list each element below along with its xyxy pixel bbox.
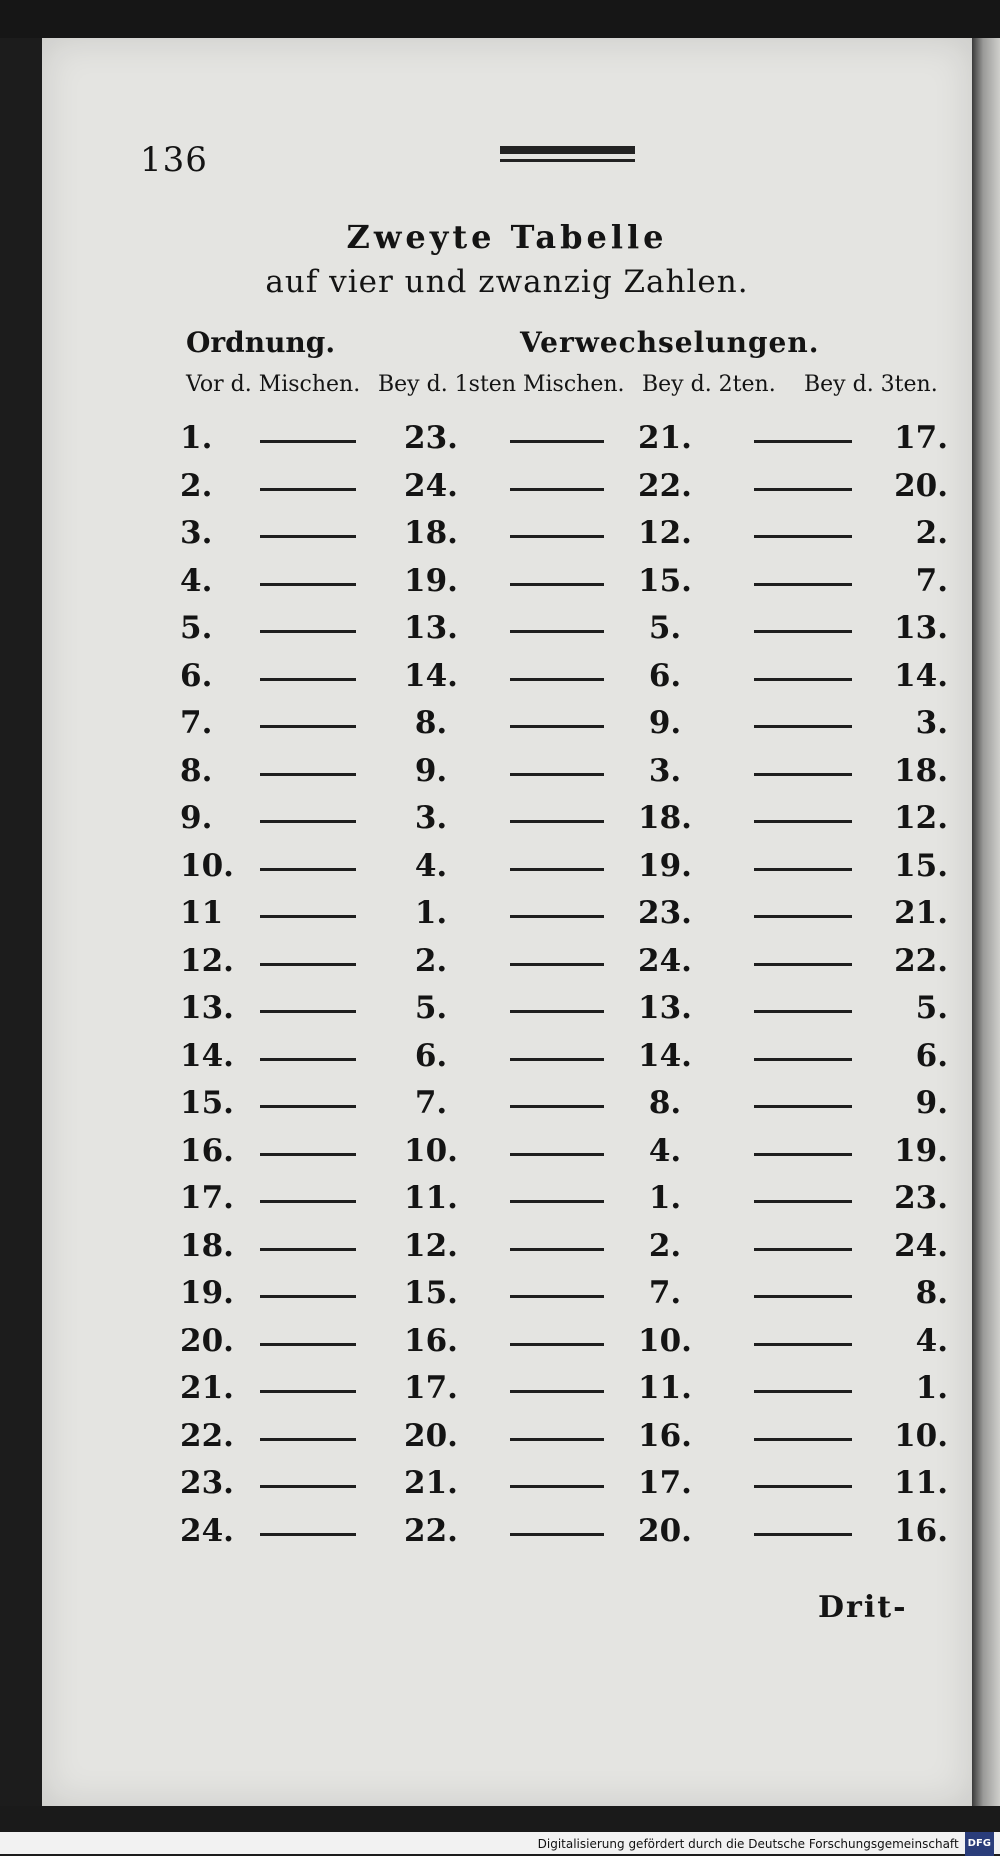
dash-rule: [510, 1485, 604, 1488]
dash-rule: [260, 535, 356, 538]
dash-rule: [510, 440, 604, 443]
table-cell-col3: 12.: [894, 800, 948, 836]
subheading-before-shuffle: Vor d. Mischen.: [186, 372, 361, 397]
table-cell-col3: 15.: [894, 847, 948, 884]
dash-rule: [260, 1485, 356, 1488]
table-cell-col1: 1.: [414, 895, 448, 931]
table-cell-col3: 8.: [915, 1275, 948, 1311]
table-row: [180, 1459, 950, 1507]
dash-rule: [510, 915, 604, 918]
table-cell-col0: 12.: [180, 942, 234, 979]
dash-rule: [260, 963, 356, 966]
table-cell-col2: 24.: [638, 942, 692, 979]
table-cell-col0: 14.: [180, 1037, 234, 1074]
table-cell-col1: 20.: [404, 1417, 458, 1454]
table-cell-col3: 4.: [915, 1322, 948, 1359]
dash-rule: [510, 1533, 604, 1536]
table-row: [180, 1222, 950, 1270]
table-row: [180, 1317, 950, 1365]
table-cell-col3: 23.: [894, 1180, 948, 1216]
table-cell-col2: 17.: [638, 1465, 692, 1501]
table-cell-col0: 20.: [180, 1322, 234, 1359]
table-cell-col3: 5.: [915, 990, 948, 1026]
dash-rule: [754, 1533, 852, 1536]
dash-rule: [754, 1105, 852, 1108]
table-cell-col3: 21.: [894, 895, 948, 931]
table-row: [180, 842, 950, 890]
table-cell-col0: 16.: [180, 1132, 234, 1169]
dash-rule: [260, 678, 356, 681]
catchword: Drit-: [818, 1590, 908, 1625]
table-row: [180, 1174, 950, 1222]
dash-rule: [260, 583, 356, 586]
subheading-third-shuffle: Bey d. 3ten.: [804, 372, 938, 397]
table-cell-col3: 24.: [894, 1227, 948, 1264]
table-cell-col1: 15.: [404, 1275, 458, 1311]
table-cell-col0: 7.: [180, 705, 213, 741]
table-cell-col2: 22.: [638, 467, 692, 504]
table-cell-col1: 14.: [404, 657, 458, 694]
digitization-footer: [0, 1832, 1000, 1854]
dash-rule: [754, 1248, 852, 1251]
table-cell-col1: 3.: [414, 800, 448, 836]
table-row: [180, 1032, 950, 1080]
table-row: [180, 889, 950, 937]
table-cell-col2: 7.: [648, 1275, 682, 1311]
table-cell-col3: 16.: [894, 1512, 948, 1549]
table-cell-col0: 24.: [180, 1512, 234, 1549]
table-cell-col2: 9.: [648, 705, 682, 741]
dash-rule: [754, 583, 852, 586]
table-cell-col0: 13.: [180, 990, 234, 1026]
table-cell-col2: 1.: [648, 1180, 682, 1216]
dash-rule: [510, 1200, 604, 1203]
header-rule: [500, 146, 635, 162]
table-subtitle: auf vier und zwanzig Zahlen.: [265, 264, 749, 300]
table-cell-col0: 23.: [180, 1465, 234, 1501]
table-cell-col2: 10.: [638, 1322, 692, 1359]
dash-rule: [510, 868, 604, 871]
table-cell-col3: 19.: [894, 1132, 948, 1169]
table-cell-col2: 16.: [638, 1417, 692, 1454]
dash-rule: [754, 915, 852, 918]
table-cell-col0: 2.: [180, 467, 213, 504]
table-row: [180, 509, 950, 557]
table-cell-col2: 5.: [648, 610, 682, 646]
table-cell-col3: 22.: [894, 942, 948, 979]
table-cell-col2: 19.: [638, 847, 692, 884]
table-cell-col0: 10.: [180, 847, 234, 884]
dash-rule: [260, 868, 356, 871]
dash-rule: [260, 1248, 356, 1251]
dash-rule: [510, 1248, 604, 1251]
table-cell-col3: 2.: [915, 515, 948, 551]
dash-rule: [260, 630, 356, 633]
table-cell-col0: 17.: [180, 1180, 234, 1216]
table-cell-col2: 3.: [648, 752, 682, 789]
dash-rule: [510, 1438, 604, 1441]
table-row: [180, 1127, 950, 1175]
dash-rule: [510, 630, 604, 633]
table-cell-col2: 18.: [638, 800, 692, 836]
table-cell-col1: 13.: [404, 610, 458, 646]
dash-rule: [260, 1058, 356, 1061]
table-cell-col2: 13.: [638, 990, 692, 1026]
table-cell-col3: 10.: [894, 1417, 948, 1454]
table-cell-col3: 18.: [894, 752, 948, 789]
dash-rule: [510, 1153, 604, 1156]
dash-rule: [754, 440, 852, 443]
footer-credit: Digitalisierung gefördert durch die Deutsche Forschungsgemeinschaft: [537, 1836, 959, 1851]
table-row: [180, 937, 950, 985]
table-cell-col3: 7.: [915, 562, 948, 599]
dash-rule: [754, 725, 852, 728]
table-cell-col1: 4.: [414, 847, 448, 884]
table-row: [180, 699, 950, 747]
table-row: [180, 1507, 950, 1555]
dash-rule: [260, 488, 356, 491]
dash-rule: [754, 820, 852, 823]
dash-rule: [754, 963, 852, 966]
table-cell-col1: 24.: [404, 467, 458, 504]
table-cell-col0: 11: [180, 895, 224, 931]
header-rule-thick: [500, 146, 635, 154]
table-row: [180, 1269, 950, 1317]
table-cell-col1: 9.: [414, 752, 448, 789]
table-cell-col0: 15.: [180, 1085, 234, 1121]
table-cell-col0: 1.: [180, 420, 213, 456]
dash-rule: [260, 820, 356, 823]
dash-rule: [510, 773, 604, 776]
dash-rule: [510, 583, 604, 586]
table-cell-col2: 4.: [648, 1132, 682, 1169]
table-row: [180, 747, 950, 795]
table-cell-col2: 2.: [648, 1227, 682, 1264]
table-cell-col0: 22.: [180, 1417, 234, 1454]
table-cell-col3: 1.: [915, 1370, 948, 1406]
table-cell-col1: 18.: [404, 515, 458, 551]
table-cell-col0: 21.: [180, 1370, 234, 1406]
dash-rule: [510, 678, 604, 681]
table-cell-col0: 8.: [180, 752, 213, 789]
column-heading-order: Ordnung.: [186, 326, 336, 359]
dash-rule: [260, 1010, 356, 1013]
table-title: Zweyte Tabelle: [346, 218, 668, 256]
dash-rule: [260, 1295, 356, 1298]
dash-rule: [754, 535, 852, 538]
table-cell-col1: 22.: [404, 1512, 458, 1549]
page-number: 136: [140, 140, 208, 180]
table-cell-col3: 17.: [894, 420, 948, 456]
table-row: [180, 794, 950, 842]
table-cell-col1: 6.: [414, 1037, 448, 1074]
subheading-first-shuffle: Bey d. 1sten Mischen.: [378, 372, 625, 397]
table-row: [180, 462, 950, 510]
table-row: [180, 1412, 950, 1460]
dash-rule: [754, 1438, 852, 1441]
dash-rule: [754, 1485, 852, 1488]
table-cell-col2: 20.: [638, 1512, 692, 1549]
dash-rule: [754, 1390, 852, 1393]
subheading-second-shuffle: Bey d. 2ten.: [642, 372, 776, 397]
dash-rule: [260, 1105, 356, 1108]
table-cell-col3: 14.: [894, 657, 948, 694]
table-cell-col2: 14.: [638, 1037, 692, 1074]
table-cell-col3: 6.: [915, 1037, 948, 1074]
table-cell-col2: 8.: [648, 1085, 682, 1121]
table-cell-col0: 4.: [180, 562, 213, 599]
table-row: [180, 1364, 950, 1412]
dash-rule: [510, 1105, 604, 1108]
dash-rule: [260, 1153, 356, 1156]
column-heading-permutations: Verwechselungen.: [520, 326, 820, 359]
table-cell-col0: 6.: [180, 657, 213, 694]
table-cell-col1: 10.: [404, 1132, 458, 1169]
table-cell-col3: 20.: [894, 467, 948, 504]
table-cell-col2: 21.: [638, 420, 692, 456]
table-row: [180, 652, 950, 700]
table-cell-col2: 11.: [638, 1370, 692, 1406]
table-cell-col1: 23.: [404, 420, 458, 456]
table-cell-col3: 13.: [894, 610, 948, 646]
dash-rule: [260, 773, 356, 776]
dash-rule: [260, 440, 356, 443]
dash-rule: [260, 1390, 356, 1393]
table-cell-col1: 5.: [414, 990, 448, 1026]
table-row: [180, 604, 950, 652]
dash-rule: [510, 725, 604, 728]
dash-rule: [260, 1200, 356, 1203]
dash-rule: [260, 1343, 356, 1346]
table-cell-col1: 7.: [414, 1085, 448, 1121]
permutation-table: [180, 414, 950, 1554]
table-cell-col2: 6.: [648, 657, 682, 694]
table-cell-col1: 17.: [404, 1370, 458, 1406]
table-cell-col1: 21.: [404, 1465, 458, 1501]
table-cell-col0: 3.: [180, 515, 213, 551]
dash-rule: [754, 1200, 852, 1203]
table-row: [180, 414, 950, 462]
dash-rule: [754, 1343, 852, 1346]
dash-rule: [510, 1010, 604, 1013]
dash-rule: [754, 630, 852, 633]
table-cell-col2: 23.: [638, 895, 692, 931]
dash-rule: [754, 1295, 852, 1298]
table-row: [180, 1079, 950, 1127]
scan-top-border: [0, 0, 1000, 38]
table-cell-col3: 11.: [894, 1465, 948, 1501]
dash-rule: [260, 1438, 356, 1441]
next-page-edge: [972, 38, 1000, 1806]
table-cell-col3: 3.: [915, 705, 948, 741]
dash-rule: [754, 488, 852, 491]
dash-rule: [260, 915, 356, 918]
dash-rule: [510, 1058, 604, 1061]
dash-rule: [510, 488, 604, 491]
dash-rule: [510, 820, 604, 823]
header-rule-thin: [500, 159, 635, 162]
table-cell-col3: 9.: [915, 1085, 948, 1121]
dash-rule: [754, 1010, 852, 1013]
table-cell-col1: 19.: [404, 562, 458, 599]
table-cell-col1: 2.: [414, 942, 448, 979]
dash-rule: [510, 535, 604, 538]
dash-rule: [510, 963, 604, 966]
table-row: [180, 557, 950, 605]
dash-rule: [260, 1533, 356, 1536]
table-cell-col0: 18.: [180, 1227, 234, 1264]
table-cell-col2: 12.: [638, 515, 692, 551]
table-cell-col1: 8.: [414, 705, 448, 741]
dash-rule: [754, 1153, 852, 1156]
table-cell-col1: 12.: [404, 1227, 458, 1264]
dash-rule: [754, 1058, 852, 1061]
dash-rule: [510, 1295, 604, 1298]
dash-rule: [754, 773, 852, 776]
dash-rule: [260, 725, 356, 728]
dash-rule: [754, 868, 852, 871]
dash-rule: [510, 1343, 604, 1346]
table-cell-col2: 15.: [638, 562, 692, 599]
table-row: [180, 984, 950, 1032]
table-cell-col0: 19.: [180, 1275, 234, 1311]
dash-rule: [510, 1390, 604, 1393]
dfg-logo: DFG: [965, 1832, 994, 1856]
table-cell-col0: 9.: [180, 800, 213, 836]
dash-rule: [754, 678, 852, 681]
table-cell-col1: 11.: [404, 1180, 458, 1216]
table-cell-col0: 5.: [180, 610, 213, 646]
table-cell-col1: 16.: [404, 1322, 458, 1359]
